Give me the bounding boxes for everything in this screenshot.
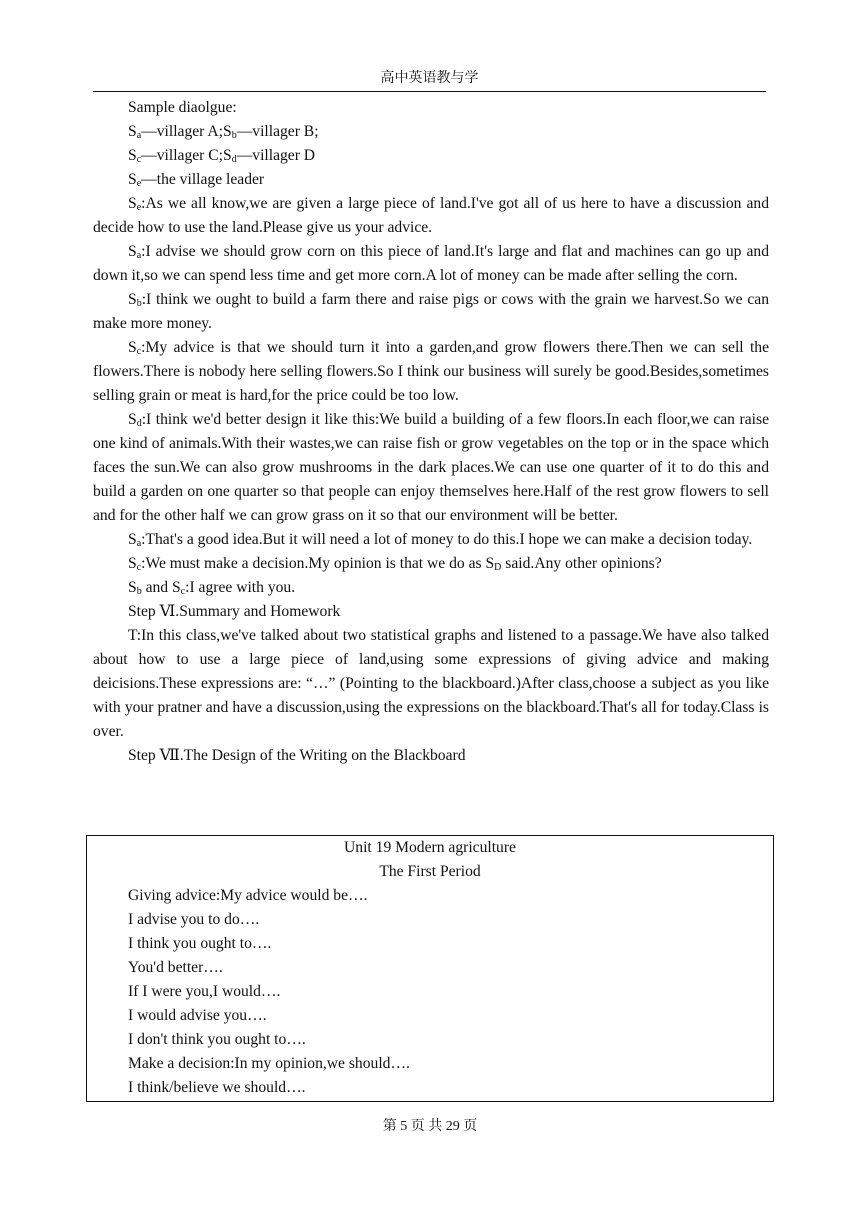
dialogue-line: $S_a:I$ advise we should grow corn on this piece of land.It's large and flat and machines can go up and down it,so we can spend less time and get more corn.A lot of money can be made after selling the corn.: [93, 243, 769, 284]
blackboard-line: Giving advice:My advice would be….: [128, 887, 368, 904]
document-body: [93, 96, 769, 768]
blackboard-line: I don't think you ought to….: [128, 1031, 306, 1048]
blackboard-line: I think/believe we should….: [128, 1079, 306, 1096]
roles-line-3: $S_e—the$ village leader: [128, 171, 265, 189]
page-footer: 第 5 页 共 29 页: [382, 1119, 478, 1134]
page-header: 高中英语教与学: [380, 71, 479, 86]
blackboard-title: Unit 19 Modern agriculture: [344, 839, 516, 856]
blackboard-line: I advise you to do….: [128, 911, 260, 928]
blackboard-design-box: [86, 835, 774, 1102]
blackboard-line: Make a decision:In my opinion,we should….: [128, 1055, 410, 1072]
blackboard-line: I would advise you….: [128, 1007, 267, 1024]
dialogue-line: $S_c:My$ advice is that we should turn it into a garden,and grow flowers there.Then we can sell the flowers.There is nobody here selling flowers.So I think our business will surely be good.Besides,sometimes selling grain or meat is hard,for the price could be too low.: [93, 339, 769, 404]
step6-title: Step Ⅵ.Summary and Homework: [128, 603, 341, 620]
dialogue-line-agree: $S_b$ and $S_c:I$ agree with you.: [128, 579, 296, 597]
dialogue-line: $S_a:That's$ a good idea.But it will need a lot of money to do this.I hope we can make a decision today.: [128, 531, 753, 549]
dialogue-line-sc: $S_c:We$ must make a decision.My opinion is that we do as $S_D$ said.Any other opinions?: [128, 555, 662, 573]
step6-text: T:In this class,we've talked about two statistical graphs and listened to a passage.We have also talked about how to use a large piece of land,using some expressions of giving advice and making deicisions.These expressions are: “…” (Pointing to the blackboard.)After class,choose a subject as you like with your pratner and have a discussion,using the expressions on the blackboard.That's all for today.Class is over.: [93, 627, 769, 740]
dialogue-line: $S_b:I$ think we ought to build a farm there and raise pigs or cows with the grain we harvest.So we can make more money.: [93, 291, 769, 332]
roles-line-1: $S_a—villager$ $A;S_b—villager$ B;: [128, 123, 319, 141]
dialogue-line: $S_d:I$ think we'd better design it like this:We build a building of a few floors.In each floor,we can raise one kind of animals.With their wastes,we can raise fish or grow vegetables on the top or in the space which faces the sun.We can also grow mushrooms in the dark places.We can use one quarter of it to do this and build a garden on one quarter so that people can enjoy themselves here.Half of the rest grow flowers to sell and for the other half we can grow grass on it so that our environment will be better.: [93, 411, 769, 524]
dialogue-line: $S_e:As$ we all know,we are given a large piece of land.I've got all of us here to have a discussion and decide how to use the land.Please give us your advice.: [93, 195, 769, 236]
blackboard-line: You'd better….: [128, 959, 223, 976]
blackboard-line: If I were you,I would….: [128, 983, 281, 1000]
blackboard-subtitle: The First Period: [379, 863, 481, 880]
dialogue-heading: Sample diaolgue:: [128, 99, 237, 116]
step7-title: Step Ⅶ.The Design of the Writing on the Blackboard: [128, 747, 466, 764]
blackboard-line: I think you ought to….: [128, 935, 272, 952]
roles-line-2: $S_c—villager$ $C;S_d—villager$ D: [128, 147, 316, 165]
header-rule: [93, 91, 766, 92]
